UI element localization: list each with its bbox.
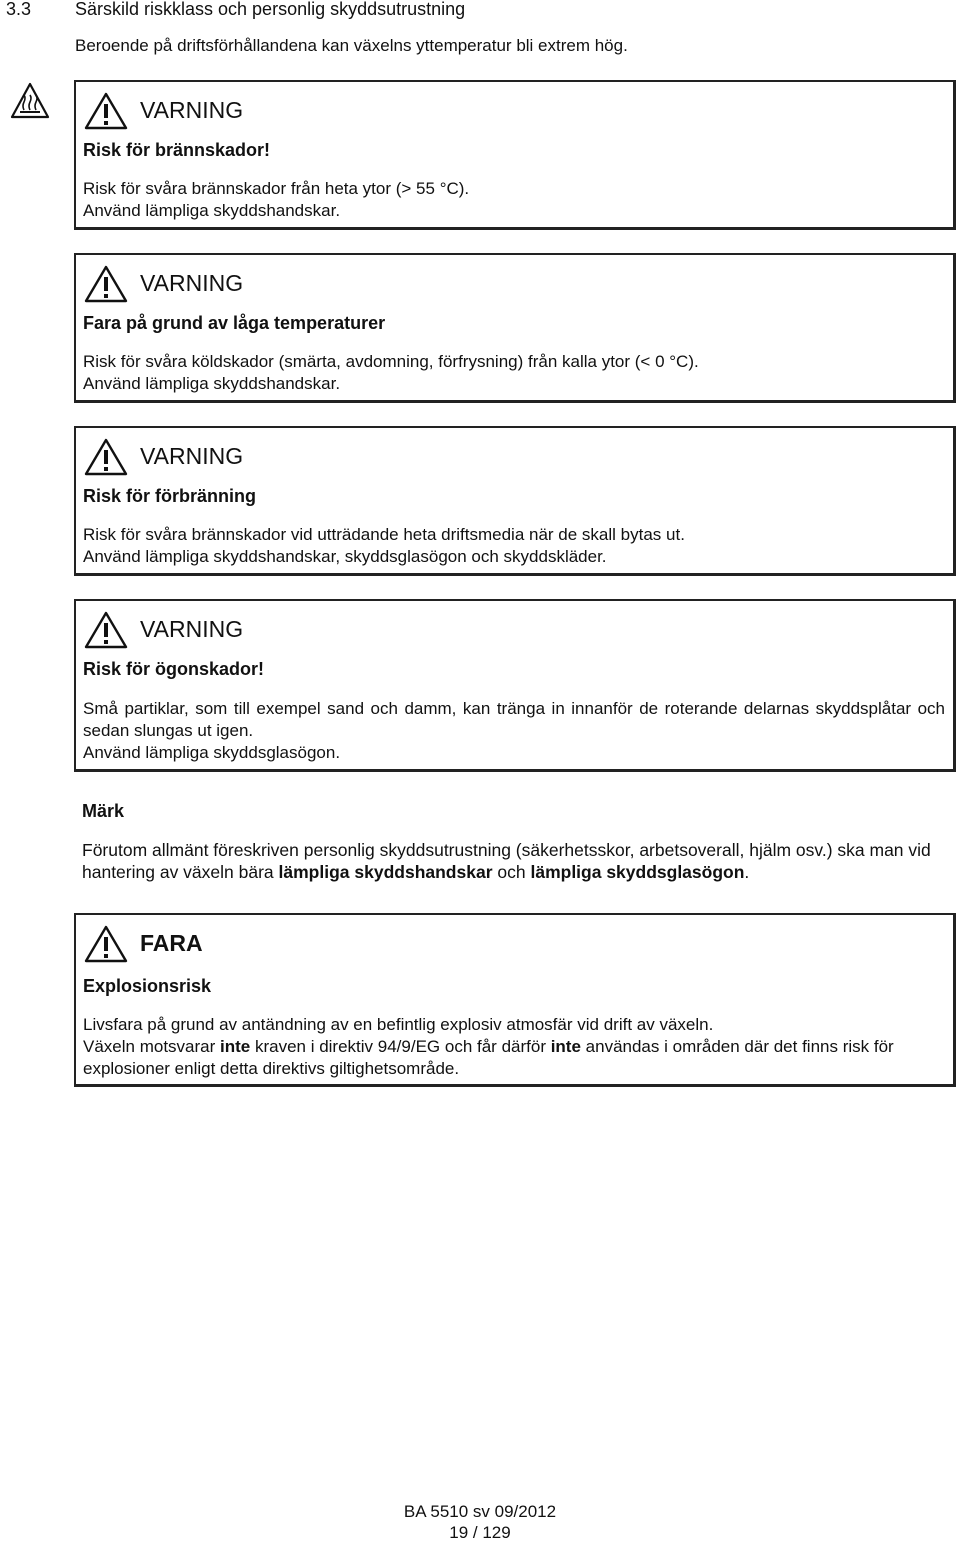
- warning-text: Små partiklar, som till exempel sand och damm, kan tränga in innanför de roterande delarnas skyddsplåtar och sedan slungas ut igen.: [83, 699, 945, 740]
- warning-text: Använd lämpliga skyddshandskar, skyddsglasögon och skyddskläder.: [83, 547, 607, 566]
- danger-text: Livsfara på grund av antändning av en befintlig explosiv atmosfär vid drift av växeln.: [83, 1015, 714, 1034]
- warning-heading: Risk för förbränning: [83, 486, 257, 506]
- section-intro: Beroende på driftsförhållandena kan växelns yttemperatur bli extrem hög.: [75, 36, 628, 55]
- warning-triangle-icon: [84, 92, 128, 130]
- danger-emphasis: inte: [550, 1037, 581, 1056]
- warning-text: Risk för svåra brännskador från heta ytor (> 55 °C).: [83, 179, 470, 198]
- warning-box-eye-injury: [74, 599, 956, 772]
- warning-text: Risk för svåra brännskador vid utträdande heta driftsmedia när de skall bytas ut.: [83, 525, 685, 544]
- warning-triangle-icon: [84, 611, 128, 649]
- danger-text-part: kraven i direktiv 94/9/EG och får därför: [250, 1037, 551, 1056]
- warning-box-low-temperatures: [74, 253, 956, 403]
- warning-text: Använd lämpliga skyddshandskar.: [83, 374, 341, 393]
- danger-heading: Explosionsrisk: [83, 976, 212, 996]
- note-text-part: .: [744, 862, 750, 882]
- note-text-part: Förutom allmänt föreskriven personlig skyddsutrustning (säkerhetsskor, arbetsoverall, hjälm osv.) ska man vid hantering av växeln bära: [82, 840, 931, 882]
- warning-triangle-icon: [84, 925, 128, 963]
- footer-doc-ref: BA 5510 sv 09/2012: [403, 1502, 557, 1521]
- signal-word: VARNING: [140, 616, 244, 642]
- warning-heading: Risk för ögonskador!: [83, 659, 265, 679]
- warning-triangle-icon: [84, 438, 128, 476]
- warning-text: Använd lämpliga skyddsglasögon.: [83, 743, 341, 762]
- danger-text-part: användas i områden där det finns risk för explosioner enligt detta direktivs giltighetsområde.: [83, 1037, 894, 1078]
- note-text: [82, 839, 952, 883]
- warning-heading: Fara på grund av låga temperaturer: [83, 313, 386, 333]
- note-title: Märk: [82, 801, 125, 821]
- note-emphasis: lämpliga skyddsglasögon: [530, 862, 745, 882]
- signal-word: VARNING: [140, 97, 244, 123]
- footer-page-number: 19 / 129: [449, 1523, 511, 1542]
- warning-text: Risk för svåra köldskador (smärta, avdomning, förfrysning) från kalla ytor (< 0 °C).: [83, 352, 699, 371]
- warning-text: Använd lämpliga skyddshandskar.: [83, 201, 341, 220]
- danger-text-part: Växeln motsvarar: [83, 1037, 220, 1056]
- danger-emphasis: inte: [220, 1037, 251, 1056]
- danger-box-explosion: [74, 913, 956, 1087]
- signal-word: VARNING: [140, 270, 244, 296]
- hot-surface-icon: [10, 82, 50, 120]
- note-text-part: och: [492, 862, 531, 882]
- warning-box-burns: [74, 80, 956, 230]
- signal-word: VARNING: [140, 443, 244, 469]
- section-number: 3.3: [6, 0, 32, 19]
- warning-triangle-icon: [84, 265, 128, 303]
- signal-word: FARA: [140, 930, 203, 956]
- danger-text: [83, 1036, 945, 1080]
- note-emphasis: lämpliga skyddshandskar: [278, 862, 493, 882]
- section-title: Särskild riskklass och personlig skyddsutrustning: [75, 0, 466, 19]
- warning-box-scalding: [74, 426, 956, 576]
- warning-heading: Risk för brännskador!: [83, 140, 271, 160]
